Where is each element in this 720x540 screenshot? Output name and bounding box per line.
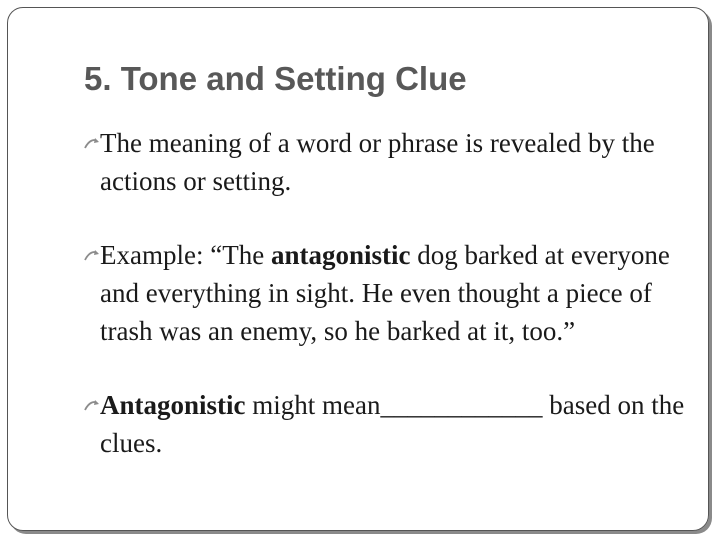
bullet-item (84, 236, 694, 350)
bullet-bold-term: antagonistic (270, 240, 411, 270)
bullet-item (84, 124, 694, 200)
bullet-text: The meaning of a word or phrase is revealed by the actions or setting. (100, 128, 655, 196)
slide-body (84, 124, 694, 462)
bullet-item (84, 386, 694, 462)
curved-arrow-bullet-icon (84, 136, 102, 150)
curved-arrow-bullet-icon (84, 248, 102, 262)
slide-title: 5. Tone and Setting Clue (84, 60, 467, 97)
bullet-text-rest: dog barked at everyone and everything in sight. He even thought a piece of trash was an enemy, so he barked at it, too.” (100, 240, 670, 346)
bullet-text-rest: might mean____________ based on the clues. (100, 390, 685, 458)
bullet-bold-term: Antagonistic (100, 390, 246, 420)
bullet-text-lead: Example: “The (100, 240, 271, 270)
curved-arrow-bullet-icon (84, 398, 102, 412)
